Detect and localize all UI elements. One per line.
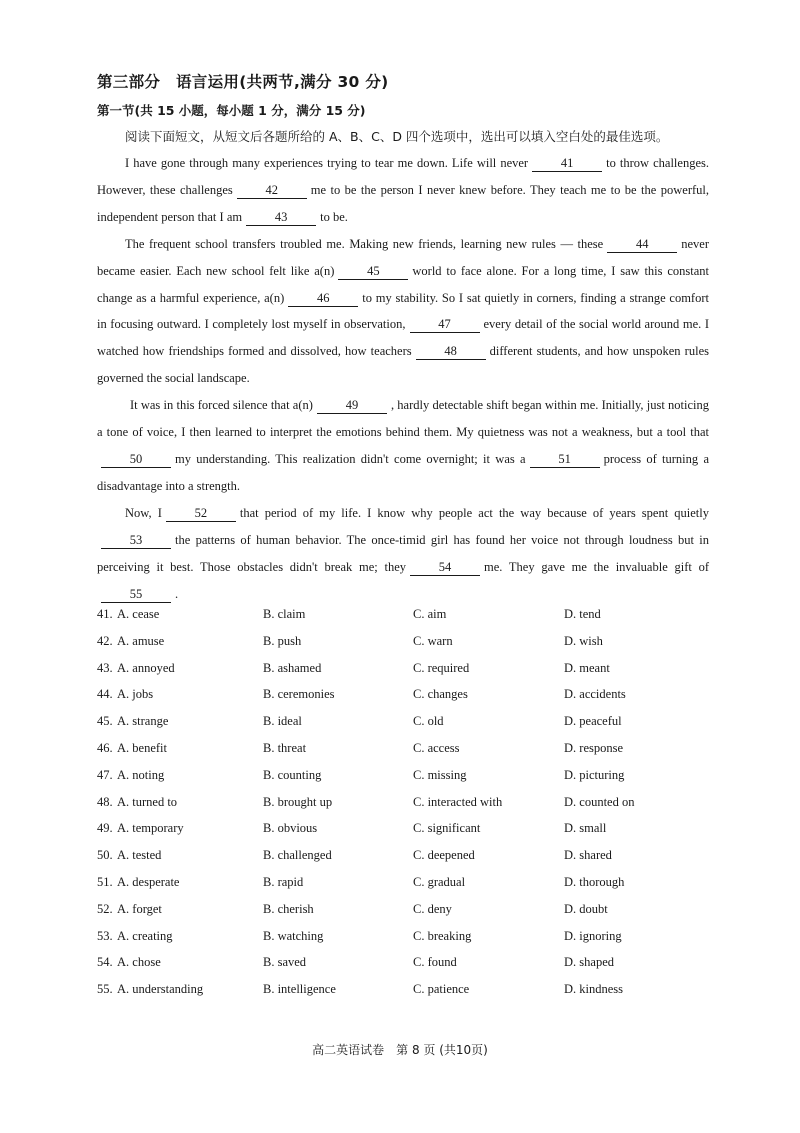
question-55-options xyxy=(97,982,717,1009)
option-b: B. claim xyxy=(263,607,306,621)
question-number: 43. xyxy=(97,660,113,675)
option-c: C. warn xyxy=(413,633,453,648)
question-number: 55. xyxy=(97,982,113,997)
question-number: 52. xyxy=(97,901,113,916)
blank-42: 42 xyxy=(237,182,307,199)
question-number: 47. xyxy=(97,767,113,782)
passage-text: It was in this forced silence that a(n) xyxy=(130,398,313,413)
option-c: C. found xyxy=(413,955,457,970)
passage-text: every detail of the social world around me. I watched how friendships formed and dissolved, how teachers xyxy=(97,317,709,359)
option-c: C. access xyxy=(413,740,460,755)
question-number: 54. xyxy=(97,955,113,970)
option-d: D. thorough xyxy=(564,874,625,889)
blank-45: 45 xyxy=(338,263,408,280)
passage-text: , hardly detectable shift began within me. Initially, just noticing a tone of voice, I then learned to interpret the emotions behind them. My quietness was not a weakness, but a tool that xyxy=(97,398,710,440)
passage-text: different students, and how unspoken rules governed the social landscape. xyxy=(97,344,709,386)
question-53-options xyxy=(97,929,717,956)
question-45-options xyxy=(97,714,717,741)
question-number: 44. xyxy=(97,687,113,702)
option-a: A. benefit xyxy=(117,740,167,755)
question-52-options xyxy=(97,902,717,929)
section-title: 第三部分 语言运用(共两节,满分 30 分) xyxy=(97,73,389,91)
passage-text: to my stability. So I sat quietly in corners, finding a strange comfort in focusing outward. I completely lost myself in observation, xyxy=(97,290,709,332)
question-46-options xyxy=(97,741,717,768)
paragraph-1 xyxy=(97,150,709,231)
option-b: B. challenged xyxy=(263,848,332,863)
passage-text: me. They gave me the invaluable gift of xyxy=(484,559,710,574)
question-number: 48. xyxy=(97,794,113,809)
question-number: 42. xyxy=(97,633,113,648)
option-d: D. picturing xyxy=(564,767,625,782)
blank-53: 53 xyxy=(101,532,171,549)
option-a: A. desperate xyxy=(117,874,180,889)
page-footer: 高二英语试卷 第 8 页 (共10页) xyxy=(312,1043,488,1057)
option-b: B. push xyxy=(263,633,302,648)
option-a: A. forget xyxy=(117,901,162,916)
option-b: B. ideal xyxy=(263,714,302,729)
question-47-options xyxy=(97,768,717,795)
passage-text: to throw challenges. However, these challenges xyxy=(97,156,709,197)
option-c: C. missing xyxy=(413,767,467,782)
option-c: C. aim xyxy=(413,607,447,621)
blank-55: 55 xyxy=(101,586,171,603)
option-b: B. threat xyxy=(263,740,307,755)
question-43-options xyxy=(97,661,717,688)
option-a: A. understanding xyxy=(117,982,204,997)
blank-48: 48 xyxy=(416,343,486,360)
option-b: B. watching xyxy=(263,928,324,943)
question-number: 41. xyxy=(97,607,113,621)
option-d: D. accidents xyxy=(564,687,626,702)
option-a: A. tested xyxy=(117,848,162,863)
cloze-passage xyxy=(97,150,709,607)
option-b: B. brought up xyxy=(263,794,333,809)
option-a: A. cease xyxy=(117,607,160,621)
question-42-options xyxy=(97,634,717,661)
option-c: C. breaking xyxy=(413,928,472,943)
option-b: B. ashamed xyxy=(263,660,322,675)
option-d: D. wish xyxy=(564,633,603,648)
option-a: A. jobs xyxy=(117,687,154,702)
option-d: D. shared xyxy=(564,848,612,863)
passage-text: world to face alone. For a long time, I saw this constant change as a harmful experience, a(n) xyxy=(97,263,709,305)
passage-text: to be. xyxy=(320,209,348,224)
option-a: A. chose xyxy=(117,955,161,970)
blank-46: 46 xyxy=(288,290,358,307)
passage-text: the patterns of human behavior. The once-timid girl has found her voice not through loudness but in perceiving it best. Those obstacles didn't break me; they xyxy=(97,532,709,574)
question-48-options xyxy=(97,795,717,822)
option-d: D. meant xyxy=(564,660,610,675)
option-d: D. shaped xyxy=(564,955,614,970)
option-a: A. annoyed xyxy=(117,660,175,675)
option-c: C. old xyxy=(413,714,444,729)
option-a: A. creating xyxy=(117,928,173,943)
question-number: 51. xyxy=(97,874,113,889)
passage-text: me to be the person I never knew before. They teach me to be the powerful, independent person that I am xyxy=(97,182,709,224)
question-49-options xyxy=(97,821,717,848)
option-b: B. intelligence xyxy=(263,982,336,997)
option-a: A. strange xyxy=(117,714,169,729)
option-d: D. peaceful xyxy=(564,714,622,729)
question-number: 45. xyxy=(97,714,113,729)
passage-text: that period of my life. I know why people act the way because of years spent quietly xyxy=(239,505,709,520)
blank-51: 51 xyxy=(530,451,600,468)
option-c: C. gradual xyxy=(413,874,466,889)
blank-41: 41 xyxy=(532,155,602,172)
option-c: C. deepened xyxy=(413,848,475,863)
question-50-options xyxy=(97,848,717,875)
option-d: D. response xyxy=(564,740,624,755)
answer-options xyxy=(97,607,717,1009)
option-c: C. changes xyxy=(413,687,468,702)
passage-text: my understanding. This realization didn't come overnight; it was a xyxy=(175,451,526,466)
option-a: A. temporary xyxy=(117,821,184,836)
paragraph-2 xyxy=(97,231,709,392)
passage-text: I have gone through many experiences trying to tear me down. Life will never xyxy=(125,156,529,170)
option-b: B. rapid xyxy=(263,874,304,889)
passage-text: process of turning a disadvantage into a strength. xyxy=(97,451,709,493)
blank-47: 47 xyxy=(410,316,480,333)
blank-54: 54 xyxy=(410,559,480,576)
option-d: D. doubt xyxy=(564,901,608,916)
option-a: A. noting xyxy=(117,767,165,782)
option-d: D. tend xyxy=(564,607,601,621)
option-a: A. turned to xyxy=(117,794,178,809)
option-d: D. small xyxy=(564,821,607,836)
option-d: D. ignoring xyxy=(564,928,622,943)
question-number: 53. xyxy=(97,928,113,943)
option-c: C. deny xyxy=(413,901,452,916)
option-c: C. interacted with xyxy=(413,794,503,809)
option-b: B. saved xyxy=(263,955,307,970)
blank-43: 43 xyxy=(246,209,316,226)
option-c: C. significant xyxy=(413,821,481,836)
instruction-text: 阅读下面短文，从短文后各题所给的 A、B、C、D 四个选项中，选出可以填入空白处的最佳选项。 xyxy=(125,129,669,144)
blank-50: 50 xyxy=(101,451,171,468)
question-number: 50. xyxy=(97,848,113,863)
question-number: 49. xyxy=(97,821,113,836)
question-44-options xyxy=(97,687,717,714)
option-d: D. counted on xyxy=(564,794,635,809)
passage-text: Now, I xyxy=(125,505,162,520)
blank-49: 49 xyxy=(317,397,387,414)
option-c: C. required xyxy=(413,660,470,675)
paragraph-3 xyxy=(97,392,709,500)
passage-text: The frequent school transfers troubled me. Making new friends, learning new rules — these xyxy=(125,236,604,251)
question-number: 46. xyxy=(97,740,113,755)
option-a: A. amuse xyxy=(117,633,165,648)
option-d: D. kindness xyxy=(564,982,624,997)
option-b: B. counting xyxy=(263,767,322,782)
passage-text: . xyxy=(175,586,179,601)
option-c: C. patience xyxy=(413,982,470,997)
question-41-options xyxy=(97,607,717,634)
question-54-options xyxy=(97,955,717,982)
blank-52: 52 xyxy=(166,505,236,522)
question-51-options xyxy=(97,875,717,902)
blank-44: 44 xyxy=(607,236,677,253)
option-b: B. cherish xyxy=(263,901,314,916)
paragraph-4 xyxy=(97,500,709,608)
option-b: B. ceremonies xyxy=(263,687,335,702)
option-b: B. obvious xyxy=(263,821,318,836)
subsection-title: 第一节(共 15 小题，每小题 1 分，满分 15 分) xyxy=(97,103,366,118)
passage-text: never became easier. Each new school felt like a(n) xyxy=(97,236,709,278)
